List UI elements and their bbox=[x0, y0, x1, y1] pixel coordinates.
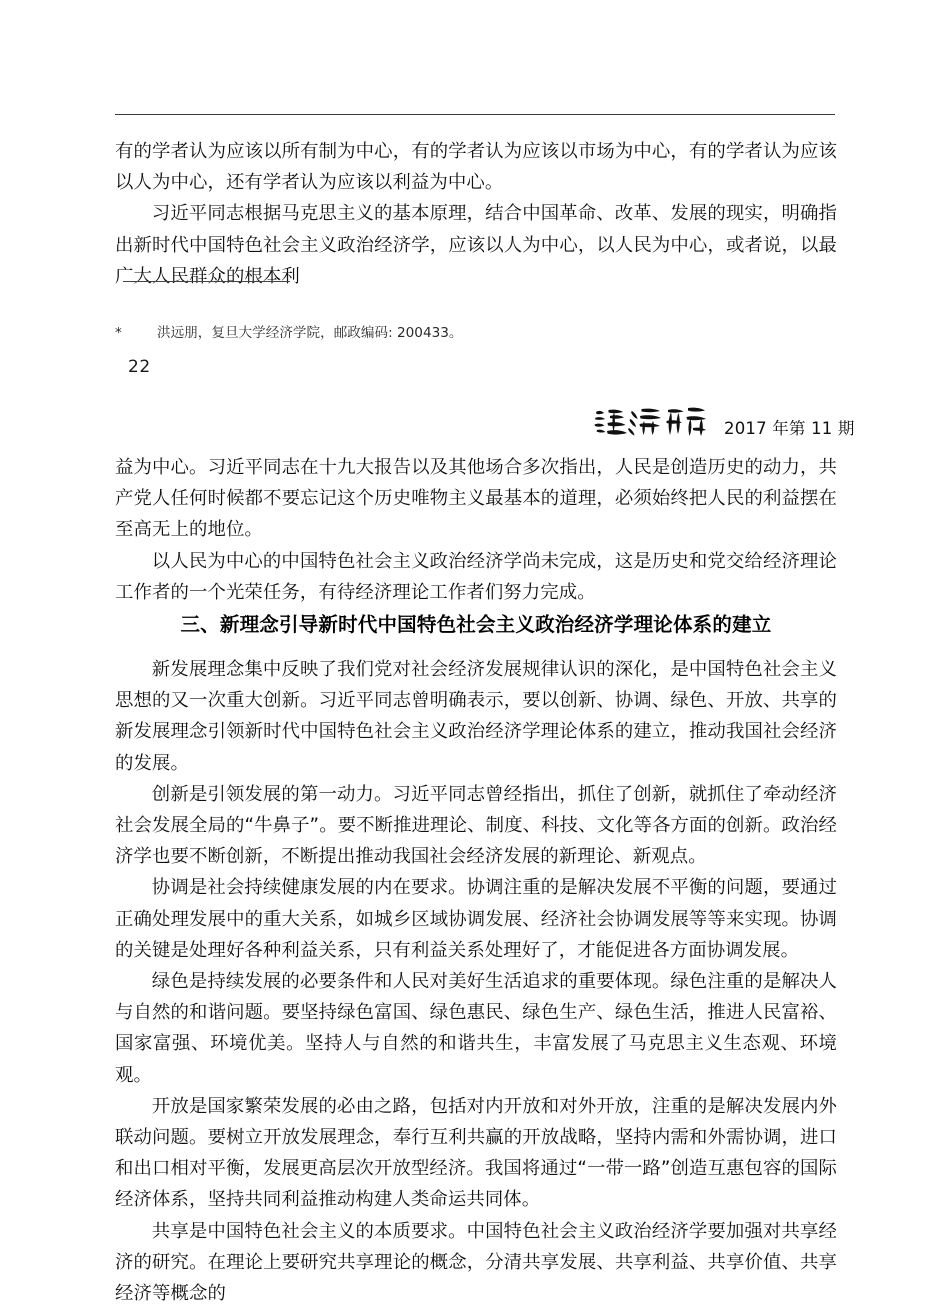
paragraph: 有的学者认为应该以所有制为中心，有的学者认为应该以市场为中心，有的学者认为应该以人为中心，还有学者认为应该以利益为中心。 bbox=[115, 141, 837, 194]
paragraph: 新发展理念集中反映了我们党对社会经济发展规律认识的深化，是中国特色社会主义思想的又一次重大创新。习近平同志曾明确表示，要以创新、协调、绿色、开放、共享的新发展理念引领新时代中国特色社会主义政治经济学理论体系的建立，推动我国社会经济的发展。 bbox=[115, 659, 837, 774]
issue-label: 2017 年第 11 期 bbox=[724, 419, 855, 438]
top-text-block bbox=[115, 136, 837, 292]
paragraph: 习近平同志根据马克思主义的基本原理，结合中国革命、改革、发展的现实，明确指出新时代中国特色社会主义政治经济学，应该以人为中心，以人民为中心，或者说，以最广大人民群众的根本利 bbox=[115, 203, 837, 287]
masthead bbox=[592, 398, 855, 442]
journal-logo-icon bbox=[592, 402, 722, 442]
section-heading: 三、新理念引导新时代中国特色社会主义政治经济学理论体系的建立 bbox=[180, 613, 772, 636]
paragraph: 共享是中国特色社会主义的本质要求。中国特色社会主义政治经济学要加强对共享经济的研究。在理论上要研究共享理论的概念，分清共享发展、共享利益、共享价值、共享经济等概念的 bbox=[115, 1220, 837, 1305]
paragraph: 绿色是持续发展的必要条件和人民对美好生活追求的重要体现。绿色注重的是解决人与自然的和谐问题。要坚持绿色富国、绿色惠民、绿色生产、绿色生活，推进人民富裕、国家富强、环境优美。坚持人与自然的和谐共生，丰富发展了马克思主义生态观、环境观。 bbox=[115, 971, 837, 1086]
footnote-marker: * bbox=[115, 325, 122, 341]
footnote bbox=[115, 323, 837, 343]
paragraph: 创新是引领发展的第一动力。习近平同志曾经指出，抓住了创新，就抓住了牵动经济社会发展全局的“牛鼻子”。要不断推进理论、制度、科技、文化等各方面的创新。政治经济学也要不断创新，不断提出推动我国社会经济发展的新理论、新观点。 bbox=[115, 783, 837, 868]
paragraph: 益为中心。习近平同志在十九大报告以及其他场合多次指出，人民是创造历史的动力，共产党人任何时候都不要忘记这个历史唯物主义最基本的道理，必须始终把人民的利益摆在至高无上的地位。 bbox=[115, 457, 837, 541]
page-number: 22 bbox=[128, 357, 151, 377]
paragraph: 以人民为中心的中国特色社会主义政治经济学尚未完成，这是历史和党交给经济理论工作者的一个光荣任务，有待经济理论工作者们努力完成。 bbox=[115, 550, 837, 603]
header-rule bbox=[115, 114, 835, 115]
main-text-block bbox=[115, 654, 837, 1309]
paragraph: 协调是社会持续健康发展的内在要求。协调注重的是解决发展不平衡的问题，要通过正确处理发展中的重大关系，如城乡区域协调发展、经济社会协调发展等等来实现。协调的关键是处理好各种利益关系，只有利益关系处理好了，才能促进各方面协调发展。 bbox=[115, 877, 837, 961]
mid-text-block bbox=[115, 452, 837, 608]
paragraph: 开放是国家繁荣发展的必由之路，包括对内开放和对外开放，注重的是解决发展内外联动问题。要树立开放发展理念，奉行互利共赢的开放战略，坚持内需和外需协调，进口和出口相对平衡，发展更高层次开放型经济。我国将通过“一带一路”创造互惠包容的国际经济体系，坚持共同利益推动构建人类命运共同体。 bbox=[115, 1095, 837, 1211]
footnote-text: 洪远朋，复旦大学经济学院，邮政编码: 200433。 bbox=[157, 325, 463, 341]
footnote-separator-rule bbox=[123, 281, 290, 282]
